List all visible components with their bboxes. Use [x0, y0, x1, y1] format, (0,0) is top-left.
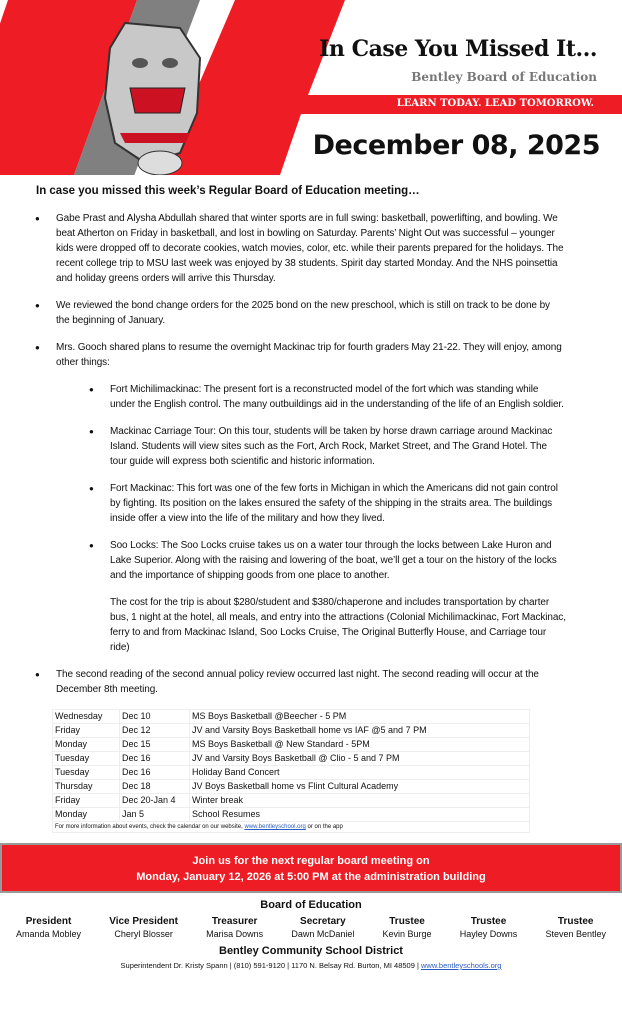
- events-table: [52, 709, 530, 833]
- event-row: [53, 724, 530, 738]
- member-name: Hayley Downs: [459, 929, 518, 939]
- event-date: Dec 15: [120, 738, 190, 752]
- motto: LEARN TODAY. LEAD TOMORROW.: [396, 98, 594, 109]
- district-website-link[interactable]: www.bentleyschools.org: [421, 961, 502, 970]
- member-role: President: [25, 916, 72, 927]
- next-meeting-banner: [0, 843, 622, 893]
- event-day: Monday: [53, 808, 120, 822]
- sub-bullet-item: ● Fort Mackinac: This fort was one of the few forts in Michigan in which the Americans did not gain control by fighting. Its position on the lakes ensured the safety of the shipping in the straits area. The buildings inside offer a view into the life of the military and how they lived.: [36, 481, 566, 526]
- event-day: Friday: [53, 794, 120, 808]
- website-link[interactable]: www.bentleyschool.org: [244, 824, 306, 830]
- board-title: Board of Education: [260, 899, 362, 911]
- member-role: Secretary: [300, 916, 346, 927]
- event-day: Monday: [53, 738, 120, 752]
- event-date: Dec 10: [120, 710, 190, 724]
- event-description: School Resumes: [190, 808, 530, 822]
- event-row: [53, 752, 530, 766]
- member-name: Cheryl Blosser: [114, 929, 173, 939]
- newsletter-title: In Case You Missed It…: [319, 36, 597, 62]
- newsletter-subtitle: Bentley Board of Education: [411, 70, 597, 84]
- board-member: [383, 915, 432, 941]
- board-member: [545, 915, 606, 941]
- event-row: [53, 794, 530, 808]
- member-role: Vice President: [109, 916, 178, 927]
- member-role: Trustee: [389, 916, 425, 927]
- meeting-summary: [36, 211, 566, 697]
- event-description: MS Boys Basketball @Beecher - 5 PM: [190, 710, 530, 724]
- board-member: [291, 915, 354, 941]
- banner-line-2: Monday, January 12, 2026 at 5:00 PM at the administration building: [136, 871, 486, 883]
- event-row: [53, 780, 530, 794]
- member-role: Trustee: [470, 916, 507, 927]
- event-day: Tuesday: [53, 766, 120, 780]
- event-row: [53, 766, 530, 780]
- newsletter-date: December 08, 2025: [312, 130, 600, 161]
- board-member: [16, 915, 81, 941]
- member-name: Amanda Mobley: [16, 929, 82, 939]
- district-contact: [0, 960, 622, 982]
- event-date: Dec 12: [120, 724, 190, 738]
- event-day: Wednesday: [53, 710, 120, 724]
- event-row: [53, 808, 530, 822]
- board-member: [460, 915, 518, 941]
- event-day: Tuesday: [53, 752, 120, 766]
- sub-bullet-item: ● Soo Locks: The Soo Locks cruise takes us on a water tour through the locks between Lake Huron and Lake Superior. Along with the raising and lowering of the boat, we’ll get a tour on the history of the locks and the importance of shipping goods from one place to another.: [36, 538, 566, 583]
- member-name: Steven Bentley: [545, 929, 606, 939]
- event-description: MS Boys Basketball @ New Standard - 5PM: [190, 738, 530, 752]
- header-banner: [0, 0, 622, 175]
- event-date: Dec 18: [120, 780, 190, 794]
- bullet-item: ● We reviewed the bond change orders for the 2025 bond on the new preschool, which is still on track to be done by the beginning of January.: [36, 298, 566, 328]
- event-date: Dec 16: [120, 752, 190, 766]
- member-name: Dawn McDaniel: [291, 929, 355, 939]
- board-member: [109, 915, 178, 941]
- event-date: Dec 16: [120, 766, 190, 780]
- events-note-end: or on the app: [305, 824, 343, 830]
- member-name: Kevin Burge: [382, 929, 432, 939]
- events-note-row: [53, 822, 530, 833]
- board-member: [206, 915, 263, 941]
- event-date: Jan 5: [120, 808, 190, 822]
- trip-cost-paragraph: The cost for the trip is about $280/student and $380/chaperone and includes transportation by charter bus, 1 night at the hotel, all meals, and entry into the attractions (Colonial Michilimackinac, Fort Mackinac, ferry to and from Mackinac Island, Soo Locks Cruise, The Original Butterfly House, and Carriage tour ride): [110, 597, 566, 653]
- district-name: Bentley Community School District: [219, 945, 403, 957]
- event-description: Winter break: [190, 794, 530, 808]
- event-date: Dec 20-Jan 4: [120, 794, 190, 808]
- event-day: Friday: [53, 724, 120, 738]
- bullet-item: ● Gabe Prast and Alysha Abdullah shared that winter sports are in full swing: basketball, powerlifting, and bowling. We beat Atherton on Friday in basketball, and lost in bowling on Saturday. Parents’ Night Out was successful – younger kids were dropped off to decorate cookies, watch movies, color, etc. while their parents prepared for the holidays. The recent college trip to MSU last week was enjoyed by 38 students. Spirit day started Monday. And the NHS poinsettia and holiday greens orders will arrive this Thursday.: [36, 211, 566, 286]
- bullet-item: ● The second reading of the second annual policy review occurred last night. The second reading will occur at the December 8th meeting.: [36, 667, 566, 697]
- event-description: JV and Varsity Boys Basketball home vs IAF @5 and 7 PM: [190, 724, 530, 738]
- sub-bullet-item: ● Fort Michilimackinac: The present fort is a reconstructed model of the fort which was standing while under the English control. The many outbuildings aid in the understanding of the life of an English soldier.: [36, 382, 566, 412]
- banner-line-1: Join us for the next regular board meeting on: [192, 855, 430, 867]
- intro-heading: In case you missed this week’s Regular Board of Education meeting…: [36, 185, 420, 197]
- contact-text: Superintendent Dr. Kristy Spann | (810) 591-9120 | 1170 N. Belsay Rd. Burton, MI 48509 |: [120, 961, 421, 970]
- events-note: For more information about events, check the calendar on our website,: [55, 824, 245, 830]
- member-role: Trustee: [557, 916, 594, 927]
- event-description: JV and Varsity Boys Basketball @ Clio - 5 and 7 PM: [190, 752, 530, 766]
- board-members: [16, 915, 606, 941]
- event-row: [53, 710, 530, 724]
- event-day: Thursday: [53, 780, 120, 794]
- bullet-item: ● Mrs. Gooch shared plans to resume the overnight Mackinac trip for fourth graders May 21-22. They will enjoy, among other things:: [36, 340, 566, 370]
- event-row: [53, 738, 530, 752]
- member-role: Treasurer: [211, 916, 258, 927]
- sub-bullet-item: ● Mackinac Carriage Tour: On this tour, students will be taken by horse drawn carriage around Mackinac Island. Students will view sites such as the Fort, Arch Rock, Market Street, and The Grand Hotel. The tour guide will express both scientific and historic information.: [36, 424, 566, 469]
- event-description: Holiday Band Concert: [190, 766, 530, 780]
- event-description: JV Boys Basketball home vs Flint Cultural Academy: [190, 780, 530, 794]
- member-name: Marisa Downs: [206, 929, 264, 939]
